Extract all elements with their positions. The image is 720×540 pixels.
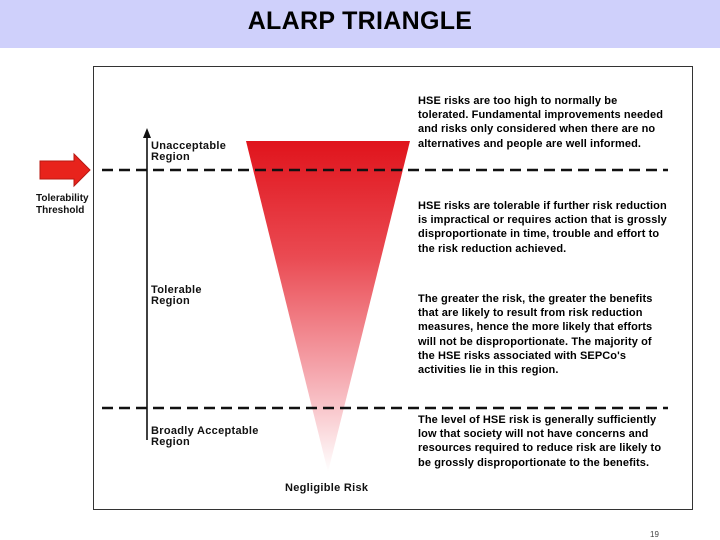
- tolerability-threshold-label: Tolerability Threshold: [36, 193, 89, 216]
- slide-title: ALARP TRIANGLE: [247, 7, 473, 35]
- negligible-risk-label: Negligible Risk: [285, 482, 369, 494]
- threshold-arrow-icon: [40, 154, 90, 186]
- risk-axis-arrowhead: [143, 128, 151, 138]
- alarp-triangle: [246, 141, 410, 472]
- unacceptable-region-label: Unacceptable Region: [151, 140, 227, 163]
- tolerable-region-label: Tolerable Region: [151, 284, 202, 307]
- page-number: 19: [650, 530, 659, 539]
- broadly-acceptable-region-label: Broadly Acceptable Region: [151, 425, 259, 448]
- tolerable-description-1: HSE risks are tolerable if further risk reduction is impractical or requires action that is grossly disproportionate in time, trouble and effort to the risk reduction achieved.: [418, 200, 667, 255]
- tolerable-description-2: The greater the risk, the greater the benefits that are likely to result from risk reduction measures, hence the more likely that efforts will not be disproportionate. The majority of the HSE risks associated with SEPCo's activities lie in this region.: [418, 293, 653, 377]
- unacceptable-description: HSE risks are too high to normally be tolerated. Fundamental improvements needed and risks only considered when there are no alternatives and people are well informed.: [418, 95, 664, 150]
- acceptable-description: The level of HSE risk is generally sufficiently low that society will not have concerns and resources required to reduce risk are likely to be grossly disproportionate to the benefits.: [418, 414, 662, 469]
